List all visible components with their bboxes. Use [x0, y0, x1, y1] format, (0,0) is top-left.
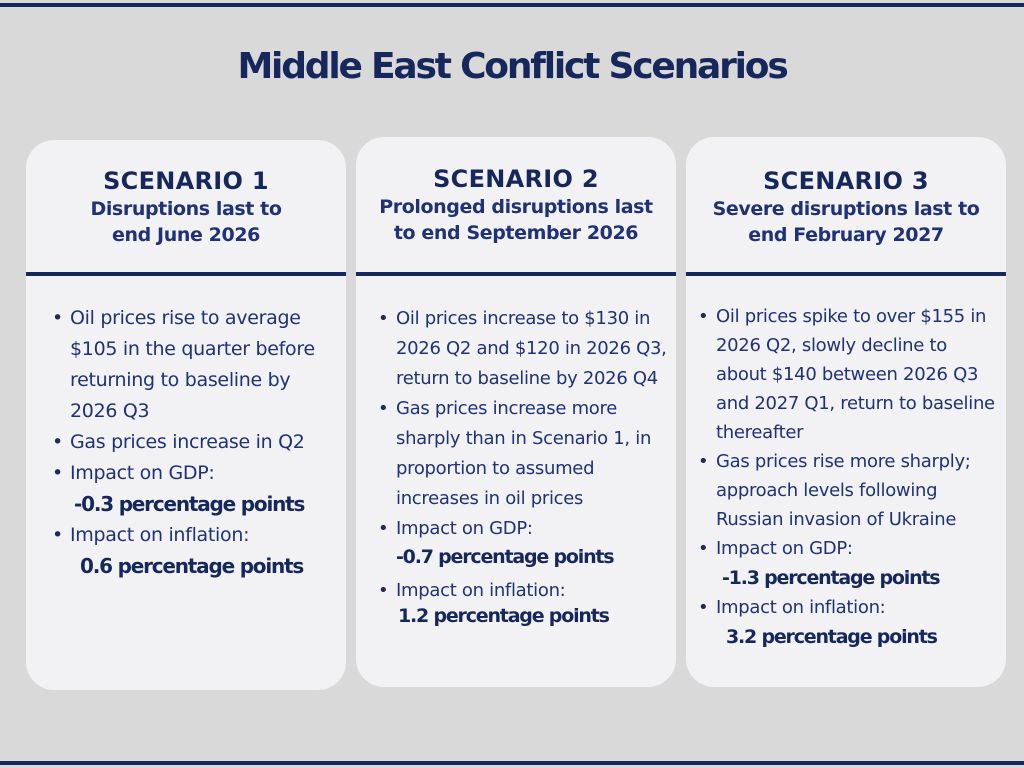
bullet-gas-prices: • Gas prices rise more sharply; approach levels following Russian invasion of Ukraine: [716, 447, 1006, 534]
bullet-oil-prices: • Oil prices spike to over $155 in 2026 Q2, slowly decline to about $140 between 2026 Q3 and 2027 Q1, return to baseline thereafter: [716, 302, 1006, 447]
inflation-impact-label: Impact on inflation:: [70, 524, 250, 546]
bullet-gdp-impact: [396, 514, 676, 570]
inflation-impact-value: 0.6 percentage points: [80, 554, 304, 578]
scenario-subtitle-line: end June 2026: [112, 224, 260, 246]
scenario-subtitle-line: Severe disruptions last to: [712, 198, 980, 220]
inflation-impact-value: 1.2 percentage points: [398, 605, 609, 627]
scenario-divider: [26, 272, 346, 276]
scenario-divider: [686, 272, 1006, 276]
bullet-gdp-impact: [70, 458, 346, 520]
gdp-impact-value: -0.3 percentage points: [74, 492, 305, 516]
gdp-impact-value: -0.7 percentage points: [396, 546, 614, 568]
bottom-divider: [0, 761, 1024, 765]
inflation-impact-label: Impact on inflation:: [716, 597, 886, 618]
scenario-bullet-list: [26, 303, 346, 582]
gdp-impact-label: Impact on GDP:: [396, 518, 533, 539]
bullet-oil-prices: • Oil prices rise to average $105 in the quarter before returning to baseline by 2026 Q3: [70, 303, 346, 427]
bullet-gdp-impact: [716, 534, 1006, 593]
scenario-card-header: [26, 166, 346, 248]
inflation-impact-label: Impact on inflation:: [396, 580, 566, 601]
bullet-gas-prices: • Gas prices increase in Q2: [70, 427, 346, 458]
bullet-inflation-impact: [70, 520, 346, 582]
scenario-subtitle-line: to end September 2026: [393, 222, 639, 244]
inflation-impact-value: 3.2 percentage points: [726, 626, 937, 648]
scenario-label: SCENARIO 2: [433, 165, 599, 193]
scenario-bullet-list: [356, 304, 676, 626]
top-divider: [0, 3, 1024, 7]
gdp-impact-label: Impact on GDP:: [70, 462, 215, 484]
bullet-oil-prices: • Oil prices increase to $130 in 2026 Q2 and $120 in 2026 Q3, return to baseline by 2026 Q4: [396, 304, 676, 394]
scenario-label: SCENARIO 3: [763, 167, 929, 195]
scenario-subtitle-line: end February 2027: [748, 224, 944, 246]
bullet-gas-prices: • Gas prices increase more sharply than in Scenario 1, in proportion to assumed increases in oil prices: [396, 394, 676, 514]
scenario-bullet-list: [686, 302, 1006, 652]
scenario-card-header: [686, 166, 1006, 248]
scenario-label: SCENARIO 1: [103, 167, 269, 195]
gdp-impact-value: -1.3 percentage points: [722, 567, 940, 589]
scenario-card-3: [686, 137, 1006, 687]
scenario-card-2: [356, 137, 676, 687]
scenario-divider: [356, 272, 676, 276]
gdp-impact-label: Impact on GDP:: [716, 538, 853, 559]
scenario-card-1: [26, 140, 346, 690]
page-title: Middle East Conflict Scenarios: [237, 46, 787, 87]
scenario-card-header: [356, 164, 676, 246]
bullet-inflation-impact: [716, 593, 1006, 652]
scenario-subtitle-line: Disruptions last to: [90, 198, 282, 220]
bullet-inflation-impact: [396, 576, 676, 626]
scenario-subtitle-line: Prolonged disruptions last: [379, 196, 653, 218]
